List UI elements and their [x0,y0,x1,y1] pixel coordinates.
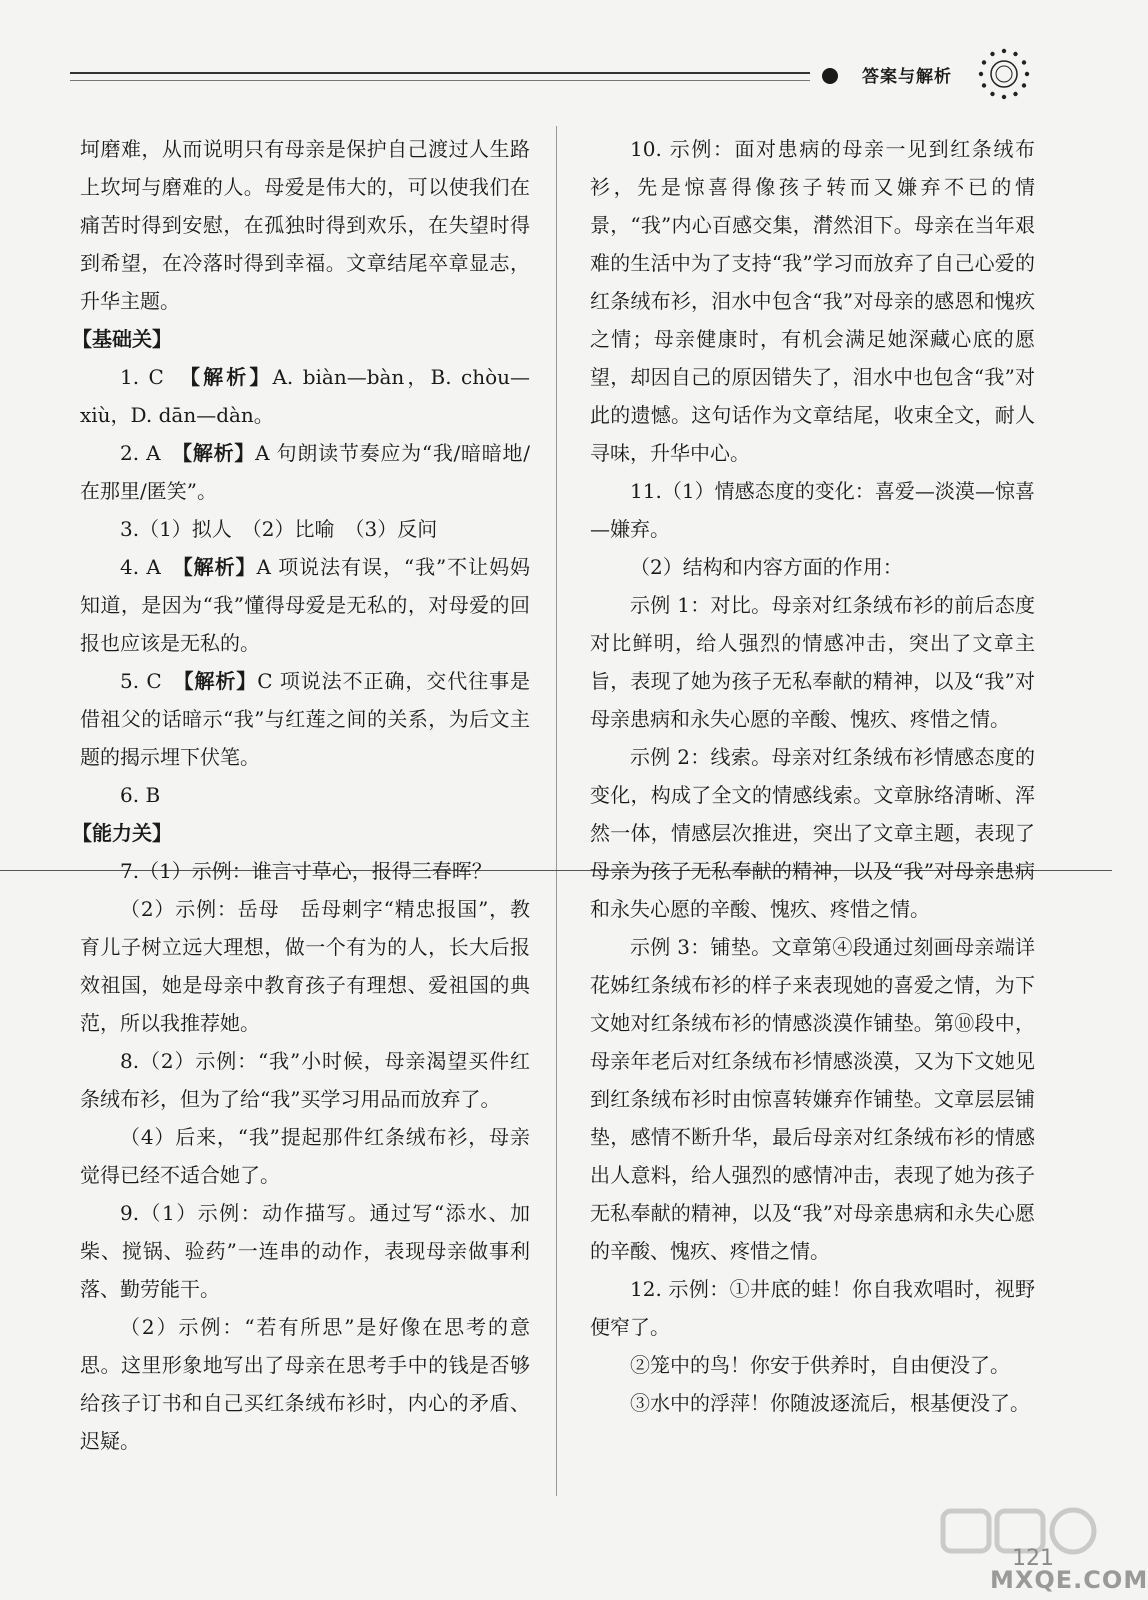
header-rule-bottom [70,80,810,81]
answer-paragraph: 3.（1）拟人 （2）比喻 （3）反问 [120,517,438,541]
answer-key: 1. C [120,365,191,389]
column-divider [556,126,557,1496]
answer-paragraph: 9.（1）示例：动作描写。通过写“添水、加柴、搅锅、验药”一连串的动作，表现母亲做事利落、勤劳能干。 [80,1201,530,1301]
answer-paragraph: ②笼中的鸟！你安于供养时，自由便没了。 [630,1353,1010,1377]
right-column [590,130,1035,1422]
answer-paragraph: 示例 3：铺垫。文章第④段通过刻画母亲端详花姊红条绒布衫的样子来表现她的喜爱之情，为下文她对红条绒布衫的情感淡漠作铺垫。第⑩段中，母亲年老后对红条绒布衫情感淡漠，又为下文她见到红条绒布衫时由惊喜转嫌弃作铺垫。文章层层铺垫，感情不断升华，最后母亲对红条绒布衫的情感出人意料，给人强烈的感情冲击，表现了她为孩子无私奉献的精神，以及“我”对母亲患病和永失心愿的辛酸、愧疚、疼惜之情。 [590,935,1035,1263]
answer-paragraph: 12. 示例：①井底的蛙！你自我欢唱时，视野便窄了。 [590,1277,1035,1339]
answer-paragraph: （4）后来，“我”提起那件红条绒布衫，母亲觉得已经不适合她了。 [80,1125,530,1187]
answer-item [80,662,530,776]
answer-paragraph: 8.（2）示例：“我”小时候，母亲渴望买件红条绒布衫，但为了给“我”买学习用品而放弃了。 [80,1049,530,1111]
answer-key: 2. A [120,441,183,465]
analysis-tag: 【解析】 [182,441,256,465]
analysis-text: A 项说法有误，“我”不让妈妈知道，是因为“我”懂得母爱是无私的，对母爱的回报也应该是无私的。 [80,555,531,655]
answer-paragraph: 7.（1）示例：谁言寸草心，报得三春晖？ [120,859,492,883]
analysis-text: C 项说法不正确，交代往事是借祖父的话暗示“我”与红莲之间的关系，为后文主题的揭示埋下伏笔。 [80,669,530,769]
answer-item [80,548,530,662]
answer-paragraph: ③水中的浮萍！你随波逐流后，根基便没了。 [630,1391,1030,1415]
answer-paragraph: 示例 2：线索。母亲对红条绒布衫情感态度的变化，构成了全文的情感线索。文章脉络清晰、浑然一体，情感层次推进，突出了文章主题，表现了母亲为孩子无私奉献的精神，以及“我”对母亲患病和永失心愿的辛酸、愧疚、疼惜之情。 [590,745,1035,921]
page-number: 121 [1012,1546,1054,1571]
header-dot [822,68,838,84]
answer-paragraph: （2）结构和内容方面的作用： [630,555,903,579]
analysis-tag: 【解析】 [183,669,258,693]
analysis-tag: 【解析】 [182,555,257,579]
answer-paragraph: （2）示例：“若有所思”是好像在思考的意思。这里形象地写出了母亲在思考手中的钱是否够给孩子订书和自己买红条绒布衫时，内心的矛盾、迟疑。 [80,1315,530,1453]
header-title: 答案与解析 [862,67,952,87]
answer-key: 4. A [120,555,183,579]
answer-paragraph: 11.（1）情感态度的变化：喜爱—淡漠—惊喜—嫌弃。 [590,479,1035,541]
answer-item [80,358,530,434]
header-rule-top [70,72,810,74]
answer-paragraph: 示例 1：对比。母亲对红条绒布衫的前后态度对比鲜明，给人强烈的情感冲击，突出了文章主旨，表现了她为孩子无私奉献的精神，以及“我”对母亲患病和永失心愿的辛酸、愧疚、疼惜之情。 [590,593,1035,731]
answer-paragraph: 10. 示例：面对患病的母亲一见到红条绒布衫，先是惊喜得像孩子转而又嫌弃不已的情景，“我”内心百感交集，潸然泪下。母亲在当年艰难的生活中为了支持“我”学习而放弃了自己心爱的红条绒布衫，泪水中包含“我”对母亲的感恩和愧疚之情；母亲健康时，有机会满足她深藏心底的愿望，却因自己的原因错失了，泪水中也包含“我”对此的遗憾。这句话作为文章结尾，收束全文，耐人寻味，升华中心。 [590,137,1035,465]
section-heading: 【能力关】 [72,821,172,845]
header-emblem-icon [978,48,1030,100]
answer-item [80,434,530,510]
section-heading: 【基础关】 [72,327,172,351]
answer-paragraph: 坷磨难，从而说明只有母亲是保护自己渡过人生路上坎坷与磨难的人。母爱是伟大的，可以使我们在痛苦时得到安慰，在孤独时得到欢乐，在失望时得到希望，在冷落时得到幸福。文章结尾卒章显志，升华主题。 [80,137,530,313]
left-column [72,130,531,1460]
watermark-text: MXQE.COM [990,1566,1148,1594]
analysis-text: A. biàn—bàn，B. chòu—xiù，D. dān—dàn。 [80,365,531,427]
analysis-text: A 句朗读节奏应为“我/暗暗地/在那里/匿笑”。 [80,441,531,503]
answer-key: 5. C [120,669,184,693]
answer-paragraph: 6. B [120,783,161,807]
answer-paragraph: （2）示例：岳母 岳母刺字“精忠报国”，教育儿子树立远大理想，做一个有为的人，长大后报效祖国，她是母亲中教育孩子有理想、爱祖国的典范，所以我推荐她。 [80,897,530,1035]
analysis-tag: 【解析】 [190,365,273,389]
